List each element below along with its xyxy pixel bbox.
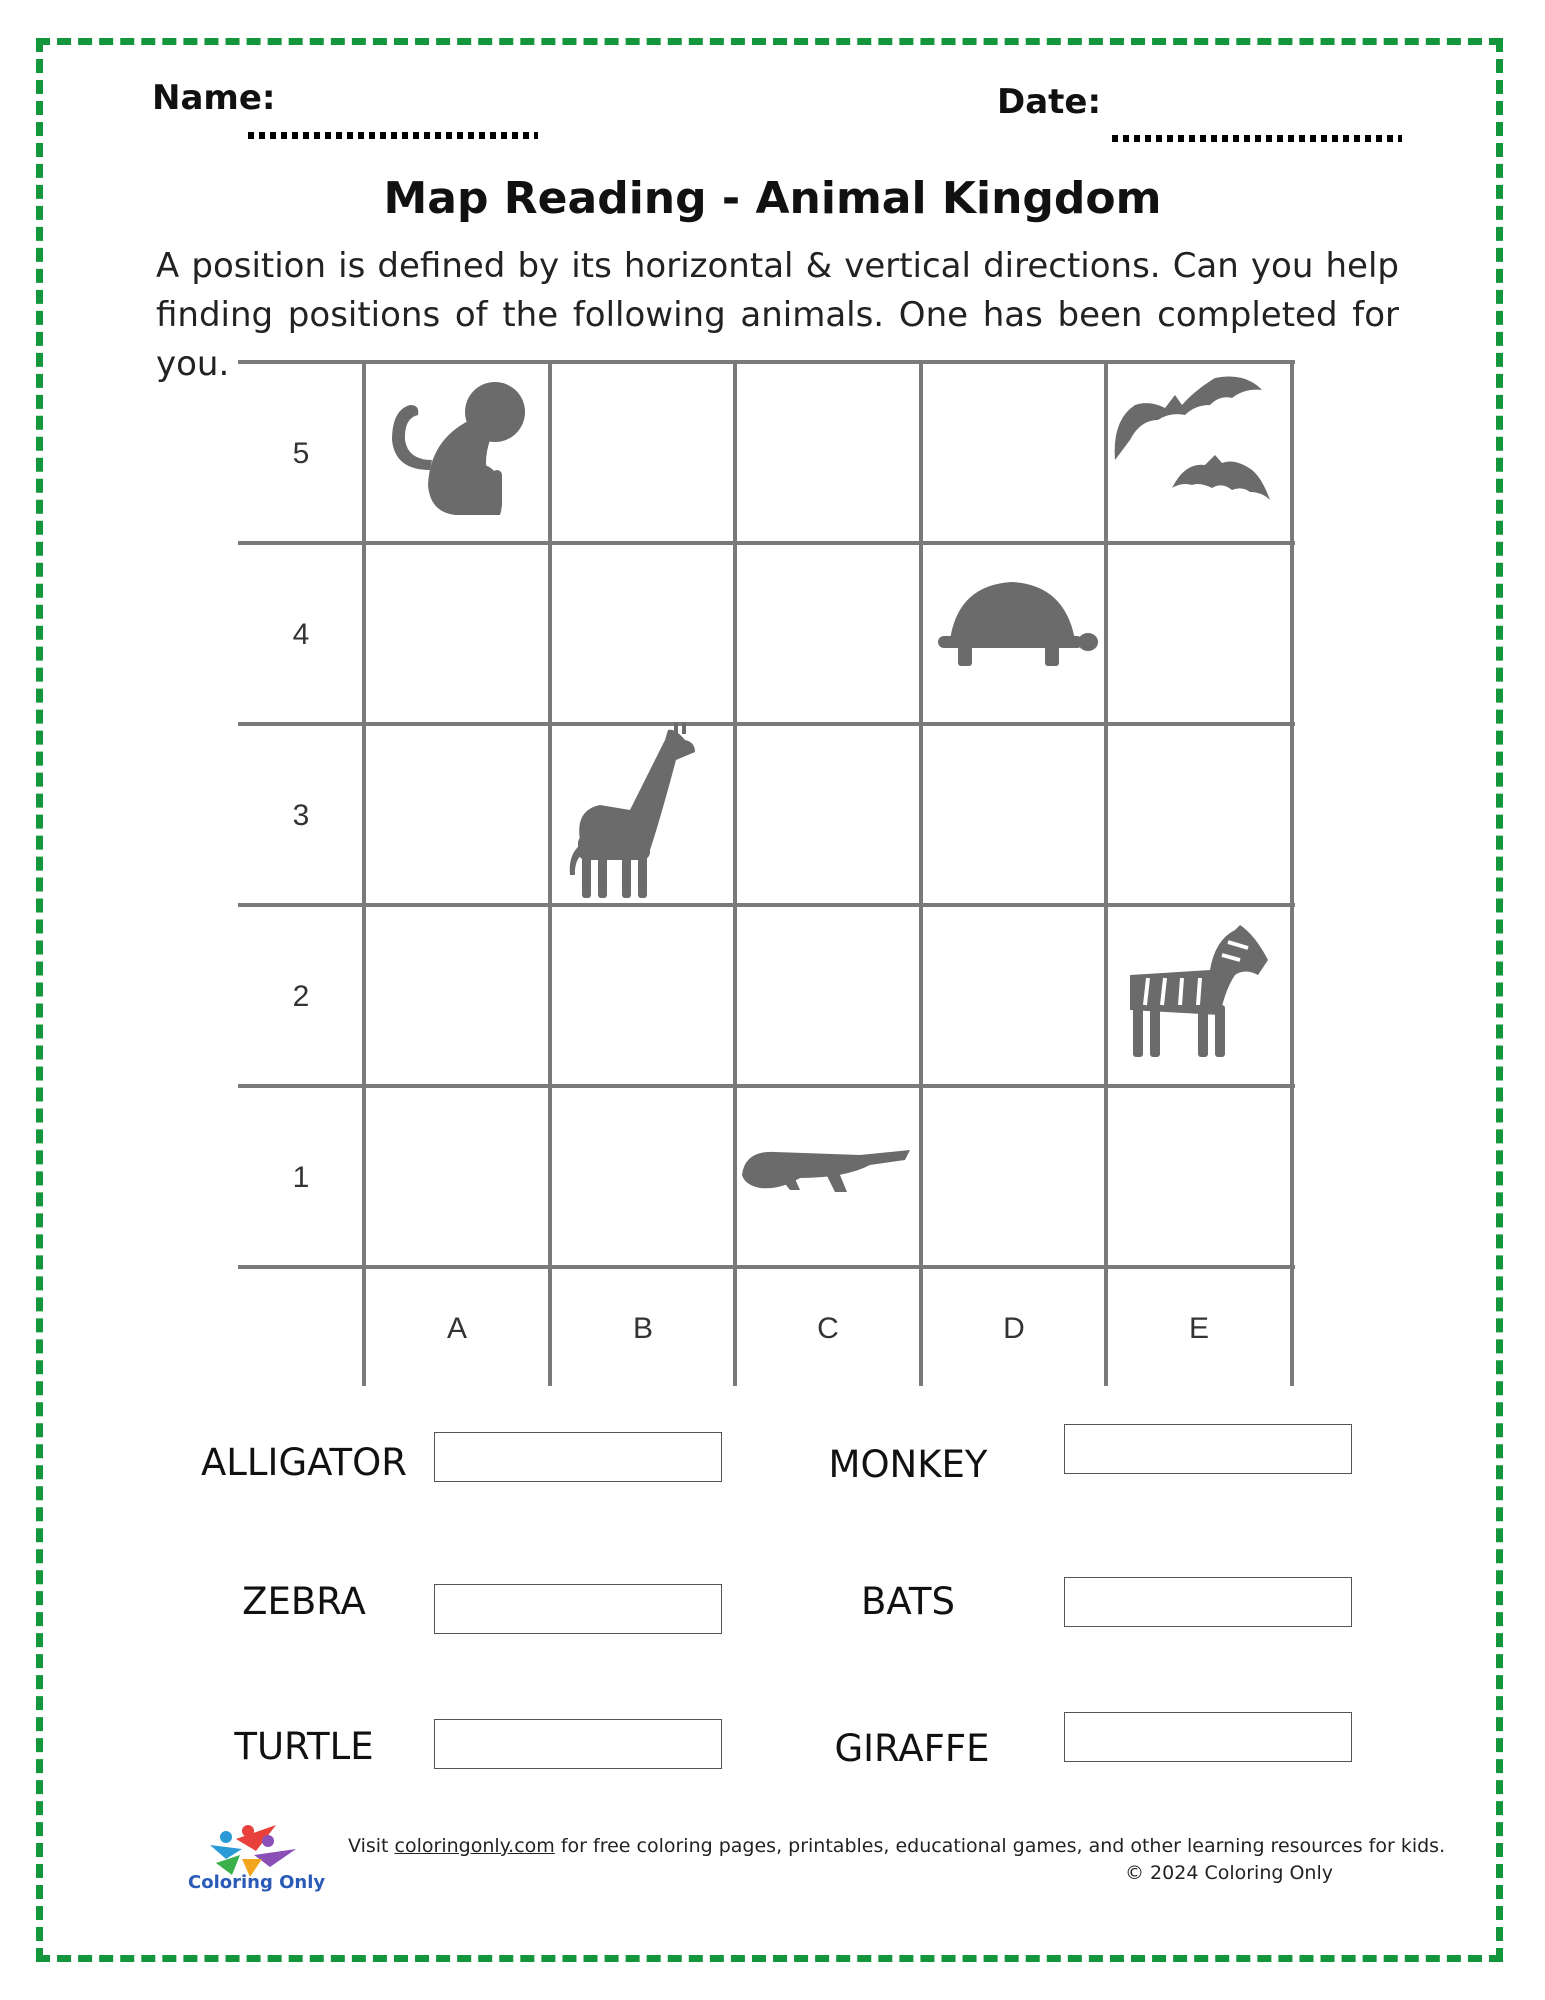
- date-label: Date:: [997, 82, 1102, 122]
- footer-text: [348, 1835, 1445, 1857]
- row-label-4: 4: [292, 618, 310, 651]
- alligator-icon: [742, 1150, 910, 1192]
- row-label-3: 3: [292, 799, 310, 832]
- page-title: Map Reading - Animal Kingdom: [383, 173, 1162, 224]
- answer-box-alligator[interactable]: [434, 1432, 722, 1482]
- answer-label-monkey: MONKEY: [828, 1443, 988, 1486]
- col-label-e: E: [1188, 1312, 1210, 1345]
- row-label-5: 5: [292, 437, 310, 470]
- giraffe-icon: [570, 722, 695, 898]
- answer-box-turtle[interactable]: [434, 1719, 722, 1769]
- copyright: © 2024 Coloring Only: [1125, 1862, 1333, 1884]
- name-label: Name:: [152, 78, 276, 118]
- answer-label-alligator: ALLIGATOR: [201, 1441, 407, 1484]
- bats-icon: [1115, 377, 1270, 501]
- answer-box-monkey[interactable]: [1064, 1424, 1352, 1474]
- answer-box-zebra[interactable]: [434, 1584, 722, 1634]
- logo-text: Coloring Only: [188, 1872, 326, 1893]
- answer-label-zebra: ZEBRA: [242, 1580, 366, 1623]
- col-label-c: C: [817, 1312, 839, 1345]
- grid-lines: [238, 362, 1295, 1386]
- monkey-icon: [392, 382, 525, 515]
- answer-box-giraffe[interactable]: [1064, 1712, 1352, 1762]
- footer-visit-prefix: Visit: [348, 1835, 395, 1857]
- col-label-d: D: [1003, 1312, 1025, 1345]
- col-label-b: B: [632, 1312, 654, 1345]
- coloringonly-link[interactable]: coloringonly.com: [394, 1835, 555, 1857]
- answer-label-giraffe: GIRAFFE: [834, 1727, 990, 1770]
- row-label-1: 1: [292, 1161, 310, 1194]
- row-label-2: 2: [292, 980, 310, 1013]
- col-label-a: A: [446, 1312, 468, 1345]
- instructions: A position is defined by its horizontal & vertical directions. Can you help finding positions of the following animals. One has been completed for you.: [156, 246, 1399, 384]
- turtle-icon: [938, 582, 1098, 666]
- answer-label-bats: BATS: [861, 1580, 955, 1623]
- answer-box-bats[interactable]: [1064, 1577, 1352, 1627]
- answer-label-turtle: TURTLE: [234, 1725, 374, 1768]
- footer-visit-suffix: for free coloring pages, printables, educational games, and other learning resources for kids.: [554, 1835, 1446, 1857]
- zebra-icon: [1130, 925, 1268, 1057]
